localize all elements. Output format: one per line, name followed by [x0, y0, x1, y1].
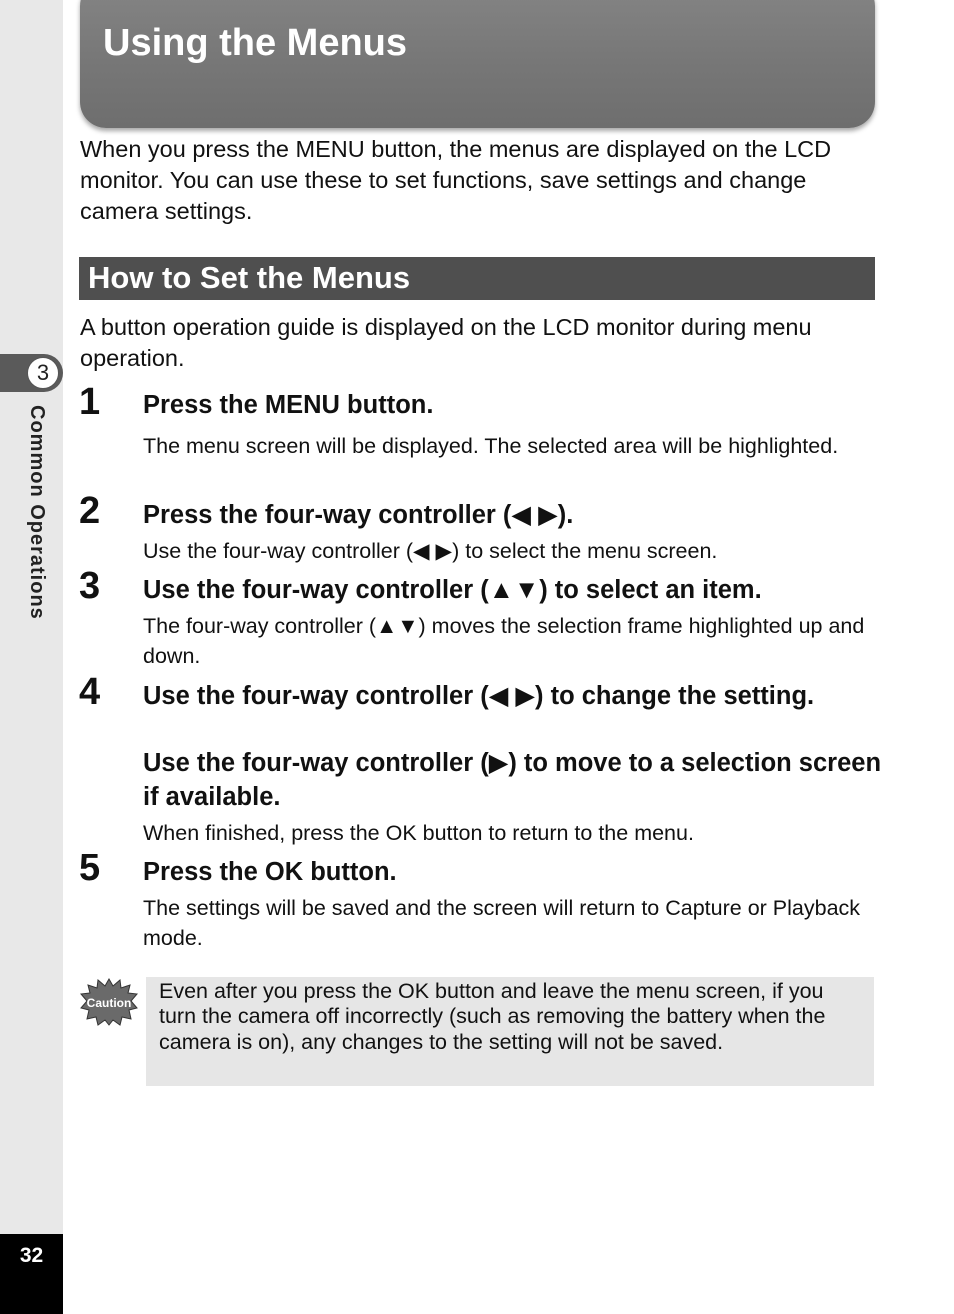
- step-number: 4: [79, 671, 101, 713]
- step-heading: Press the OK button.: [143, 858, 397, 886]
- step-heading: Use the four-way controller (◀ ▶) to change the setting.: [143, 682, 815, 710]
- step-body: The settings will be saved and the screen will return to Capture or Playback mode.: [143, 896, 861, 950]
- step-body: The four-way controller (▲▼) moves the selection frame highlighted up and down.: [143, 614, 865, 668]
- caution-text: Even after you press the OK button and leave the menu screen, if you turn the camera off incorrectly (such as removing the battery when the camera is on), any changes to the setting will not be saved.: [159, 979, 826, 1054]
- intro-paragraph: When you press the MENU button, the menus are displayed on the LCD monitor. You can use these to set functions, save settings and change camera settings.: [80, 136, 832, 224]
- chapter-label: Common Operations: [26, 405, 48, 620]
- chapter-sidebar: [0, 0, 63, 1314]
- step-body: When finished, press the OK button to return to the menu.: [143, 821, 694, 845]
- step-number: 2: [79, 490, 101, 532]
- step-body: Use the four-way controller (◀ ▶) to select the menu screen.: [143, 539, 718, 563]
- section-intro: A button operation guide is displayed on the LCD monitor during menu operation.: [80, 314, 812, 371]
- caution-icon-label: Caution: [86, 996, 132, 1010]
- step-number: 1: [79, 381, 101, 423]
- step-heading: Press the MENU button.: [143, 391, 434, 419]
- step-number: 3: [79, 565, 101, 607]
- caution-icon: [80, 978, 138, 1026]
- step-body: The menu screen will be displayed. The selected area will be highlighted.: [143, 434, 839, 458]
- chapter-number: 3: [27, 357, 59, 389]
- page-title: Using the Menus: [103, 22, 408, 64]
- step-heading: Use the four-way controller (▲▼) to select an item.: [143, 576, 762, 604]
- page-number: 32: [19, 1244, 44, 1267]
- step-number: 5: [79, 847, 101, 889]
- step-heading-secondary: Use the four-way controller (▶) to move to a selection screen if available.: [143, 749, 882, 811]
- step-heading: Press the four-way controller (◀ ▶).: [143, 501, 574, 529]
- section-title: How to Set the Menus: [88, 260, 411, 295]
